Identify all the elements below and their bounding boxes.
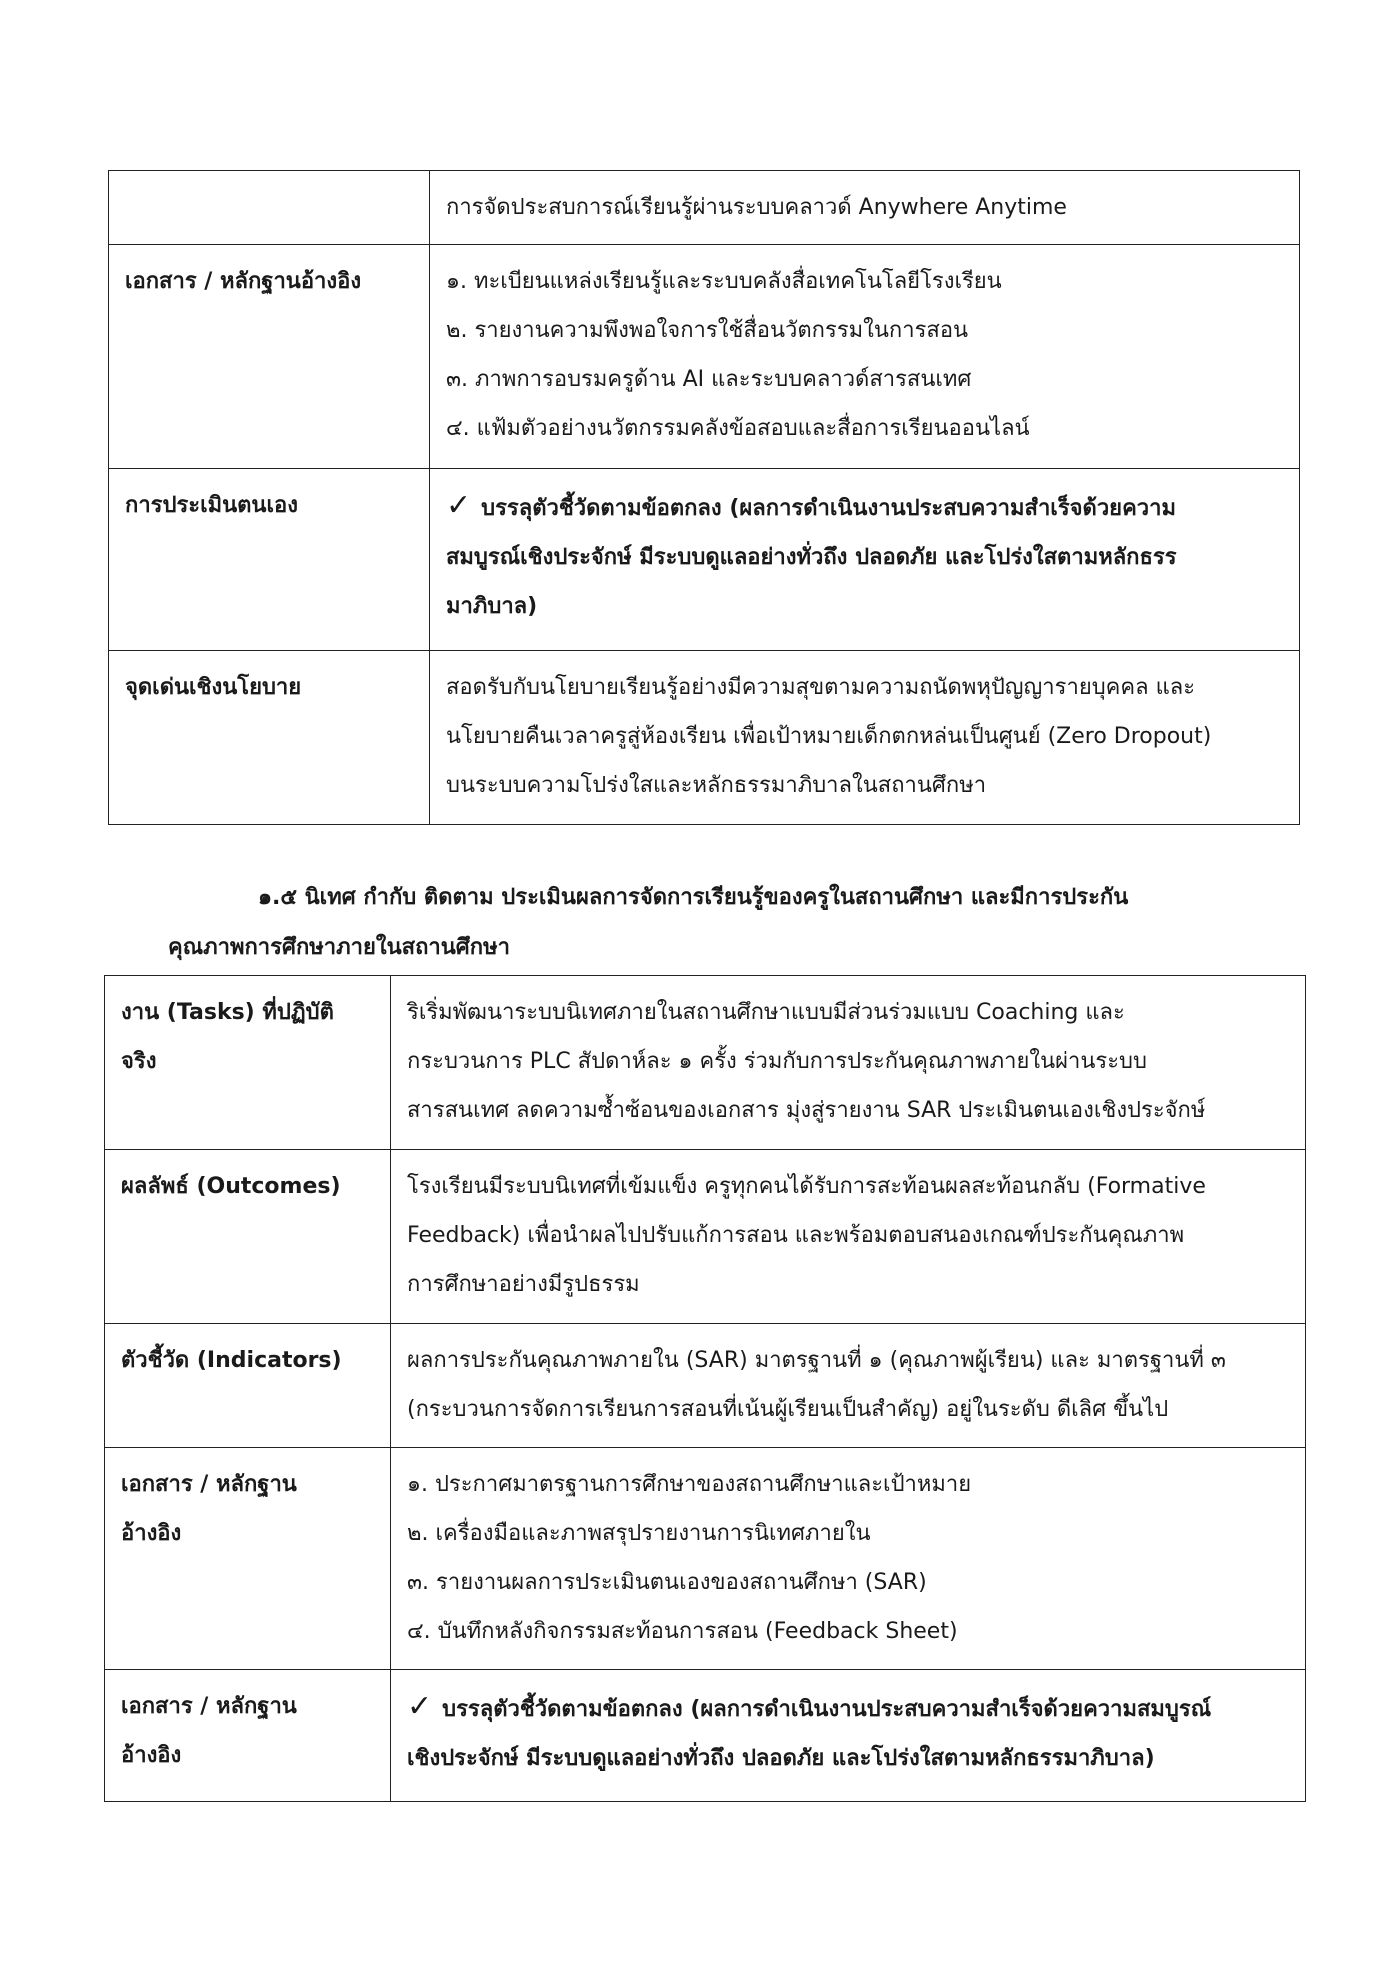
table-row	[109, 469, 1300, 651]
table-row	[105, 1448, 1306, 1670]
checkmark-icon: ✓	[446, 488, 472, 523]
table-row	[105, 976, 1306, 1150]
policy-label: จุดเด่นเชิงนโยบาย	[125, 675, 302, 700]
assessment-line: เชิงประจักษ์ มีระบบดูแลอย่างทั่วถึง ปลอดภัย และโปร่งใสตามหลักธรรมาภิบาล)	[407, 1746, 1155, 1771]
table-row	[105, 1670, 1306, 1802]
policy-line: สอดรับกับนโยบายเรียนรู้อย่างมีความสุขตามความถนัดพหุปัญญารายบุคคล และ	[446, 675, 1196, 700]
self-assessment-line-text: บรรลุตัวชี้วัดตามข้อตกลง (ผลการดำเนินงานประสบความสำเร็จด้วยความ	[481, 496, 1176, 521]
self-assessment-text	[430, 469, 1300, 651]
list-item: ๓. รายงานผลการประเมินตนเองของสถานศึกษา (SAR)	[407, 1570, 927, 1595]
list-item: ๑. ประกาศมาตรฐานการศึกษาของสถานศึกษาและเป้าหมาย	[407, 1472, 972, 1497]
table-row	[105, 1324, 1306, 1448]
row-label-tasks	[105, 976, 391, 1150]
list-item: ๔. แฟ้มตัวอย่างนวัตกรรมคลังข้อสอบและสื่อการเรียนออนไลน์	[446, 416, 1030, 441]
indicators-label: ตัวชี้วัด (Indicators)	[121, 1348, 342, 1373]
outcomes-text	[391, 1150, 1306, 1324]
indicators-line: ผลการประกันคุณภาพภายใน (SAR) มาตรฐานที่ ๑ (คุณภาพผู้เรียน) และ มาตรฐานที่ ๓	[407, 1348, 1226, 1373]
evidence-label-continued: อ้างอิง	[121, 1521, 182, 1546]
row-label-evidence	[109, 245, 430, 469]
assessment-line-text: บรรลุตัวชี้วัดตามข้อตกลง (ผลการดำเนินงานประสบความสำเร็จด้วยความสมบูรณ์	[442, 1697, 1212, 1722]
list-item: ๑. ทะเบียนแหล่งเรียนรู้และระบบคลังสื่อเทคโนโลยีโรงเรียน	[446, 269, 1002, 294]
self-assessment-line	[446, 481, 1283, 533]
tasks-text	[391, 976, 1306, 1150]
self-assessment-line: สมบูรณ์เชิงประจักษ์ มีระบบดูแลอย่างทั่วถึง ปลอดภัย และโปร่งใสตามหลักธรร	[446, 545, 1177, 570]
list-item: ๒. เครื่องมือและภาพสรุปรายงานการนิเทศภายใน	[407, 1521, 871, 1546]
continuation-text: การจัดประสบการณ์เรียนรู้ผ่านระบบคลาวด์ Anywhere Anytime	[446, 195, 1067, 220]
row-label-assessment	[105, 1670, 391, 1802]
row-label-empty	[109, 171, 430, 245]
list-item: ๓. ภาพการอบรมครูด้าน AI และระบบคลาวด์สารสนเทศ	[446, 367, 972, 392]
row-continuation-text	[430, 171, 1300, 245]
row-label-self-assessment	[109, 469, 430, 651]
table-row	[109, 245, 1300, 469]
table-row	[105, 1150, 1306, 1324]
policy-line: นโยบายคืนเวลาครูสู่ห้องเรียน เพื่อเป้าหมายเด็กตกหล่นเป็นศูนย์ (Zero Dropout)	[446, 724, 1212, 749]
list-item: ๔. บันทึกหลังกิจกรรมสะท้อนการสอน (Feedback Sheet)	[407, 1619, 958, 1644]
indicators-line: (กระบวนการจัดการเรียนการสอนที่เน้นผู้เรียนเป็นสำคัญ) อยู่ในระดับ ดีเลิศ ขึ้นไป	[407, 1397, 1169, 1422]
row-label-outcomes	[105, 1150, 391, 1324]
self-assessment-label: การประเมินตนเอง	[125, 493, 298, 518]
row-label-indicators	[105, 1324, 391, 1448]
table-row	[109, 171, 1300, 245]
table-row	[109, 651, 1300, 825]
tasks-line: สารสนเทศ ลดความซ้ำซ้อนของเอกสาร มุ่งสู่รายงาน SAR ประเมินตนเองเชิงประจักษ์	[407, 1098, 1206, 1123]
section-heading: ๑.๕ นิเทศ กำกับ ติดตาม ประเมินผลการจัดการเรียนรู้ของครูในสถานศึกษา และมีการประกัน	[258, 885, 1129, 910]
assessment-text	[391, 1670, 1306, 1802]
self-assessment-line: มาภิบาล)	[446, 594, 538, 619]
row-label-evidence	[105, 1448, 391, 1670]
table-bottom	[104, 975, 1306, 1802]
tasks-label: งาน (Tasks) ที่ปฏิบัติ	[121, 1000, 334, 1025]
tasks-line: กระบวนการ PLC สัปดาห์ละ ๑ ครั้ง ร่วมกับการประกันคุณภาพภายในผ่านระบบ	[407, 1049, 1147, 1074]
assessment-label: เอกสาร / หลักฐาน	[121, 1694, 297, 1719]
section-heading-continued: คุณภาพการศึกษาภายในสถานศึกษา	[168, 935, 510, 960]
evidence-list	[430, 245, 1300, 469]
evidence-label: เอกสาร / หลักฐานอ้างอิง	[125, 269, 362, 294]
evidence-list	[391, 1448, 1306, 1670]
outcomes-line: Feedback) เพื่อนำผลไปปรับแก้การสอน และพร้อมตอบสนองเกณฑ์ประกันคุณภาพ	[407, 1223, 1185, 1248]
indicators-text	[391, 1324, 1306, 1448]
table-top	[108, 170, 1300, 825]
tasks-line: ริเริ่มพัฒนาระบบนิเทศภายในสถานศึกษาแบบมีส่วนร่วมแบบ Coaching และ	[407, 1000, 1125, 1025]
outcomes-label: ผลลัพธ์ (Outcomes)	[121, 1174, 341, 1199]
assessment-line	[407, 1682, 1289, 1734]
evidence-label: เอกสาร / หลักฐาน	[121, 1472, 297, 1497]
outcomes-line: โรงเรียนมีระบบนิเทศที่เข้มแข็ง ครูทุกคนได้รับการสะท้อนผลสะท้อนกลับ (Formative	[407, 1174, 1206, 1199]
policy-line: บนระบบความโปร่งใสและหลักธรรมาภิบาลในสถานศึกษา	[446, 773, 987, 798]
tasks-label-continued: จริง	[121, 1049, 157, 1074]
outcomes-line: การศึกษาอย่างมีรูปธรรม	[407, 1272, 640, 1297]
policy-text	[430, 651, 1300, 825]
checkmark-icon: ✓	[407, 1689, 433, 1724]
list-item: ๒. รายงานความพึงพอใจการใช้สื่อนวัตกรรมในการสอน	[446, 318, 969, 343]
assessment-label-continued: อ้างอิง	[121, 1743, 182, 1768]
row-label-policy	[109, 651, 430, 825]
